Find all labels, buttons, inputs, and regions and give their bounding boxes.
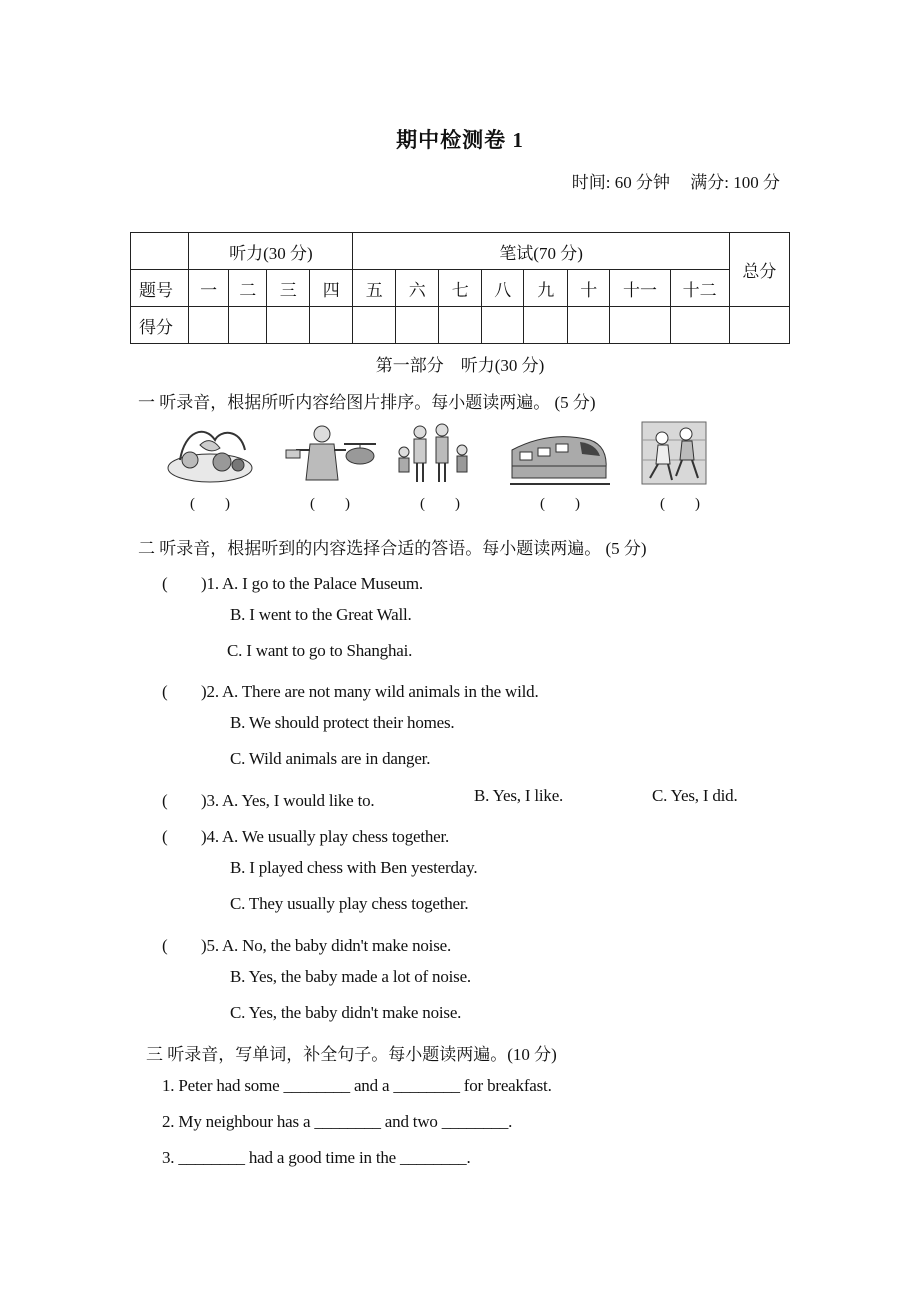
fill-sentence-3[interactable]: 3. ________ had a good time in the ________.: [162, 1148, 471, 1167]
family-icon: [390, 420, 490, 490]
score-cell[interactable]: [439, 307, 482, 344]
answer-paren[interactable]: ( )5.: [162, 936, 222, 955]
picture-item: [390, 420, 490, 512]
table-corner-cell: [131, 233, 189, 270]
order-bracket[interactable]: ( ): [660, 496, 700, 512]
number-cell: 十一: [610, 270, 670, 307]
number-row: [131, 270, 790, 307]
number-cell: 一: [189, 270, 229, 307]
row-label-score: 得分: [131, 307, 189, 344]
score-row: [131, 307, 790, 344]
score-cell[interactable]: [567, 307, 610, 344]
question-3-option-b: B. Yes, I like.: [474, 786, 564, 805]
number-cell: 十: [567, 270, 610, 307]
question-3-option-a: ( )3. A. Yes, I would like to.: [162, 791, 375, 810]
total-header: 总分: [729, 233, 789, 307]
score-cell[interactable]: [610, 307, 670, 344]
score-cell[interactable]: [228, 307, 267, 344]
number-cell: 七: [439, 270, 482, 307]
order-bracket[interactable]: ( ): [310, 496, 350, 512]
exam-meta: [556, 168, 780, 193]
order-bracket[interactable]: ( ): [420, 496, 460, 512]
picture-item: [280, 420, 380, 512]
number-cell: 三: [267, 270, 310, 307]
section-one-heading: 一 听录音，根据所听内容给图片排序。每小题读两遍。 (5 分): [138, 393, 596, 412]
question-5-option-b: B. Yes, the baby made a lot of noise.: [230, 967, 471, 986]
question-1-option-c: C. I want to go to Shanghai.: [227, 641, 413, 660]
time-limit: 时间: 60 分钟: [571, 173, 671, 192]
section-three-heading: 三 听录音，写单词，补全句子。每小题读两遍。(10 分): [146, 1045, 557, 1064]
running-children-icon: [630, 420, 730, 490]
question-4-option-c: C. They usually play chess together.: [230, 894, 469, 913]
question-1-option-b: B. I went to the Great Wall.: [230, 605, 412, 624]
picture-item: [160, 420, 260, 512]
listening-header: 听力(30 分): [189, 233, 353, 270]
question-2-option-b: B. We should protect their homes.: [230, 713, 455, 732]
score-cell[interactable]: [309, 307, 352, 344]
part-one-title: 第一部分 听力(30 分): [375, 356, 545, 375]
number-cell: 二: [228, 270, 267, 307]
picture-item: [630, 420, 730, 512]
number-cell: 六: [395, 270, 438, 307]
question-2-option-a: ( )2. A. There are not many wild animals in the wild.: [162, 682, 539, 701]
full-score: 满分: 100 分: [690, 173, 780, 192]
fill-sentence-2[interactable]: 2. My neighbour has a ________ and two ________.: [162, 1112, 513, 1131]
question-4-option-b: B. I played chess with Ben yesterday.: [230, 858, 478, 877]
fill-sentence-1[interactable]: 1. Peter had some ________ and a ________ for breakfast.: [162, 1076, 552, 1095]
question-5-option-a: ( )5. A. No, the baby didn't make noise.: [162, 936, 452, 955]
question-5-option-c: C. Yes, the baby didn't make noise.: [230, 1003, 462, 1022]
order-bracket[interactable]: ( ): [540, 496, 580, 512]
answer-paren[interactable]: ( )1.: [162, 574, 222, 593]
number-cell: 四: [309, 270, 352, 307]
answer-paren[interactable]: ( )3.: [162, 791, 222, 810]
number-cell: 十二: [670, 270, 729, 307]
score-cell[interactable]: [267, 307, 310, 344]
question-1-option-a: ( )1. A. I go to the Palace Museum.: [162, 574, 423, 593]
score-cell[interactable]: [353, 307, 396, 344]
score-cell[interactable]: [189, 307, 229, 344]
order-bracket[interactable]: ( ): [190, 496, 230, 512]
answer-paren[interactable]: ( )4.: [162, 827, 222, 846]
question-4-option-a: ( )4. A. We usually play chess together.: [162, 827, 450, 846]
section-two-heading: 二 听录音，根据听到的内容选择合适的答语。每小题读两遍。 (5 分): [138, 539, 647, 558]
writing-header: 笔试(70 分): [353, 233, 729, 270]
number-cell: 九: [524, 270, 567, 307]
picture-item: [510, 420, 610, 512]
page-title: 期中检测卷 1: [396, 128, 524, 152]
score-table: [130, 232, 790, 344]
picture-row: [160, 420, 720, 512]
question-3-option-c: C. Yes, I did.: [652, 786, 738, 805]
score-cell[interactable]: [481, 307, 524, 344]
row-label-number: 题号: [131, 270, 189, 307]
bullet-train-icon: [510, 420, 610, 490]
total-score-cell[interactable]: [729, 307, 789, 344]
question-2-option-c: C. Wild animals are in danger.: [230, 749, 431, 768]
man-with-helicopter-icon: [280, 420, 380, 490]
answer-paren[interactable]: ( )2.: [162, 682, 222, 701]
score-cell[interactable]: [524, 307, 567, 344]
score-cell[interactable]: [395, 307, 438, 344]
number-cell: 八: [481, 270, 524, 307]
score-cell[interactable]: [670, 307, 729, 344]
food-plate-icon: [160, 420, 260, 490]
number-cell: 五: [353, 270, 396, 307]
